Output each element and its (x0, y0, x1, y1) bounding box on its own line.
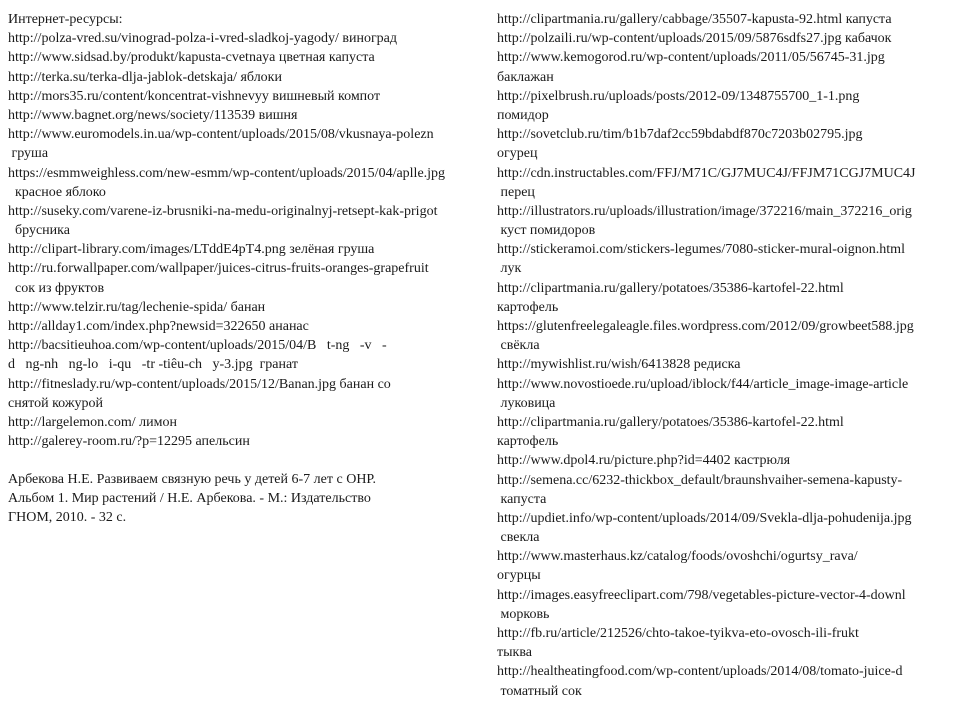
list-item: http://terka.su/terka-dlja-jablok-detskaja/ яблоки (8, 69, 282, 85)
list-item: http://fb.ru/article/212526/chto-takoe-tyikva-eto-ovosch-ili-frukt (497, 626, 859, 641)
list-item: груша (8, 146, 49, 162)
list-item: https://esmmweighless.com/new-esmm/wp-content/uploads/2015/04/aplle.jpg (8, 165, 446, 181)
list-item: http://ru.forwallpaper.com/wallpaper/juices-citrus-fruits-oranges-grapefruit (8, 261, 429, 277)
spacer (8, 451, 486, 470)
list-item: http://galerey-room.ru/?p=12295 апельсин (8, 434, 250, 450)
list-item: http://suseky.com/varene-iz-brusniki-na-medu-originalnyj-retsept-kak-prigot (8, 203, 438, 219)
list-item: огурец (497, 146, 538, 162)
list-item: http://polzaili.ru/wp-content/uploads/2015/09/5876sdfs27.jpg кабачок (497, 31, 892, 47)
list-item: капуста (497, 491, 547, 507)
list-item: http://illustrators.ru/uploads/illustration/image/372216/main_372216_orig (497, 203, 912, 219)
list-item: картофель (497, 299, 559, 315)
list-item: сок из фруктов (8, 280, 105, 296)
list-item: d ng-nh ng-lo i-qu -tr -tiêu-ch y-3.jpg гранат (8, 357, 298, 373)
list-item: http://www.bagnet.org/news/society/113539 вишня (8, 107, 298, 123)
list-item: красное яблоко (8, 184, 106, 200)
list-item: http://www.kemogorod.ru/wp-content/uploads/2011/05/56745-31.jpg (497, 50, 885, 66)
list-item: лук (497, 261, 522, 277)
list-item: томатный сок (497, 683, 582, 699)
list-item: http://clipartmania.ru/gallery/potatoes/35386-kartofel-22.html (497, 280, 844, 296)
list-item: http://semena.cc/6232-thickbox_default/braunshvaiher-semena-kapusty- (497, 472, 903, 488)
list-item: http://www.sidsad.by/produkt/kapusta-cvetnaya цветная капуста (8, 50, 375, 66)
list-item: картофель (497, 434, 559, 450)
list-item: http://bacsitieuhoa.com/wp-content/uploads/2015/04/B t-ng -v - (8, 338, 387, 354)
list-item: огурцы (497, 568, 541, 584)
list-item: http://www.euromodels.in.ua/wp-content/uploads/2015/08/vkusnaya-polezn (8, 127, 434, 143)
list-item: http://pixelbrush.ru/uploads/posts/2012-09/1348755700_1-1.png (497, 88, 860, 104)
list-item: перец (497, 184, 535, 200)
list-item: http://healtheatingfood.com/wp-content/uploads/2014/08/tomato-juice-d (497, 664, 903, 680)
list-item: https://glutenfreelegaleagle.files.wordpress.com/2012/09/growbeet588.jpg (497, 319, 914, 334)
list-item: баклажан (497, 69, 554, 85)
list-item: http://fitneslady.ru/wp-content/uploads/2015/12/Banan.jpg банан со (8, 376, 391, 392)
reference-line: Альбом 1. Мир растений / Н.Е. Арбекова. - М.: Издательство (8, 491, 371, 507)
list-item: http://clipart-library.com/images/LTddE4pT4.png зелёная груша (8, 242, 375, 258)
list-item: тыква (497, 645, 532, 661)
list-item: http://largelemon.com/ лимон (8, 414, 177, 430)
list-item: помидор (497, 107, 549, 123)
list-item: снятой кожурой (8, 395, 103, 411)
list-item: http://updiet.info/wp-content/uploads/2014/09/Svekla-dlja-pohudenija.jpg (497, 510, 912, 526)
list-item: http://www.masterhaus.kz/catalog/foods/ovoshchi/ogurtsy_rava/ (497, 549, 858, 565)
list-item: http://polza-vred.su/vinograd-polza-i-vred-sladkoj-yagody/ виноград (8, 31, 398, 47)
list-item: http://stickeramoi.com/stickers-legumes/7080-sticker-mural-oignon.html (497, 242, 905, 258)
bibliographic-reference (8, 470, 486, 527)
list-item: http://clipartmania.ru/gallery/potatoes/35386-kartofel-22.html (497, 414, 844, 430)
list-item: брусника (8, 223, 70, 239)
reference-line: ГНОМ, 2010. - 32 с. (8, 510, 127, 526)
list-item: http://images.easyfreeclipart.com/798/vegetables-picture-vector-4-downl (497, 587, 906, 603)
right-link-list (497, 10, 960, 701)
right-column (497, 10, 960, 701)
left-column (8, 10, 486, 527)
list-item: луковица (497, 395, 556, 411)
list-item: http://sovetclub.ru/tim/b1b7daf2cc59bdabdf870c7203b02795.jpg (497, 127, 863, 143)
list-item: http://www.novostioede.ru/upload/iblock/f44/article_image-image-article (497, 376, 909, 392)
left-link-list (8, 29, 486, 451)
list-item: http://www.telzir.ru/tag/lechenie-spida/ банан (8, 299, 266, 315)
list-item: http://allday1.com/index.php?newsid=322650 ананас (8, 319, 309, 334)
list-item: свёкла (497, 338, 540, 354)
list-item: http://www.dpol4.ru/picture.php?id=4402 кастрюля (497, 453, 791, 469)
list-item: свекла (497, 530, 540, 546)
list-item: http://clipartmania.ru/gallery/cabbage/35507-kapusta-92.html капуста (497, 12, 892, 27)
list-item: http://mywishlist.ru/wish/6413828 редиска (497, 357, 741, 373)
list-item: морковь (497, 606, 550, 622)
list-item: http://cdn.instructables.com/FFJ/M71C/GJ7MUC4J/FFJM71CGJ7MUC4J (497, 165, 916, 181)
resources-heading: Интернет-ресурсы: (8, 12, 123, 27)
list-item: http://mors35.ru/content/koncentrat-vishnevyy вишневый компот (8, 88, 381, 104)
reference-line: Арбекова Н.Е. Развиваем связную речь у детей 6-7 лет с ОНР. (8, 472, 376, 488)
list-item: куст помидоров (497, 223, 596, 239)
